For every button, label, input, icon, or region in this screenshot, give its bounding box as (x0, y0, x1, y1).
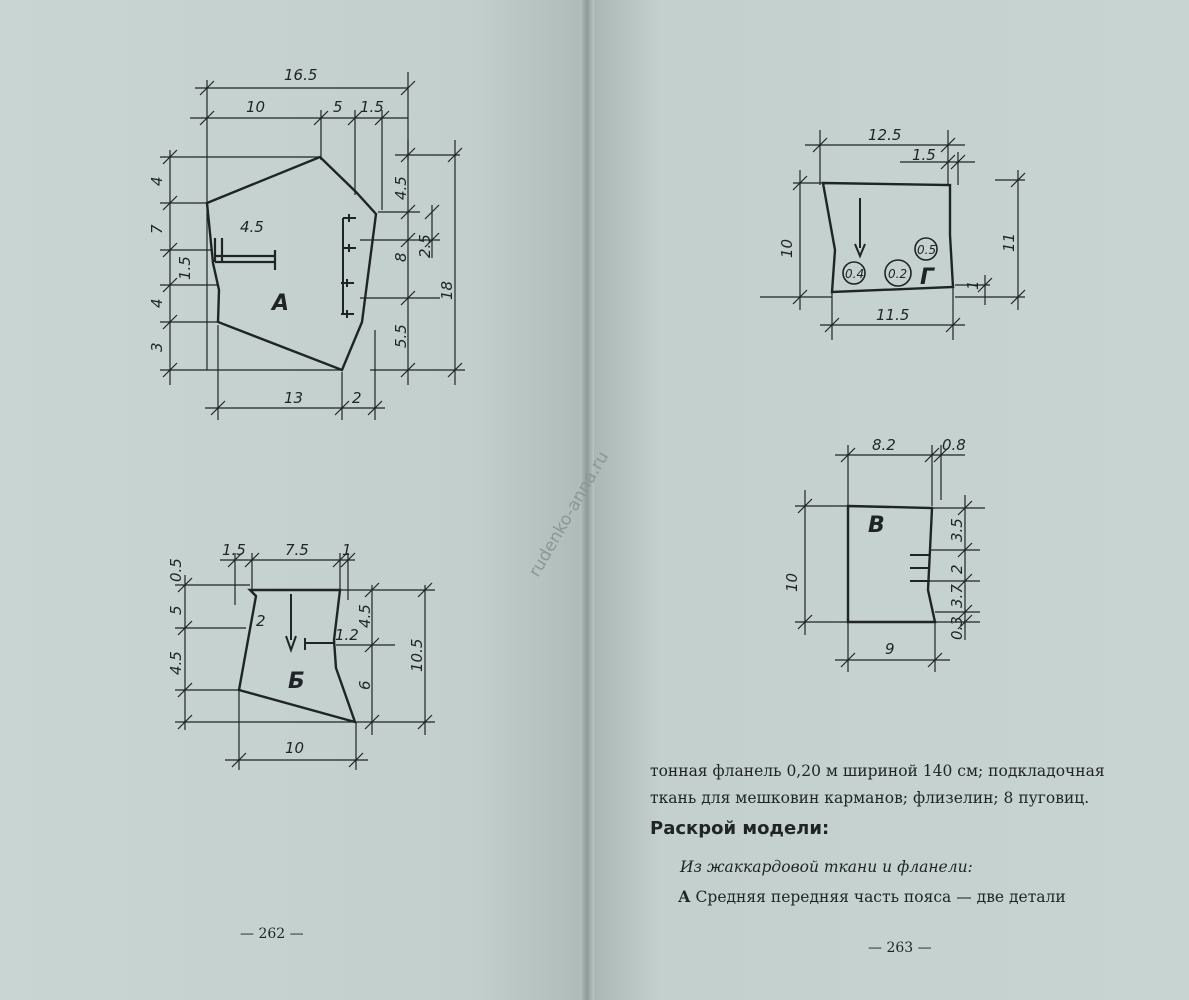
pattern-v-letter: В (868, 513, 885, 538)
cut-item-letter: А (678, 887, 691, 906)
dim-a-left-15: 1.5 (176, 256, 194, 280)
dim-v-right-35: 3.5 (948, 518, 966, 542)
dim-g-top-125: 12.5 (868, 126, 902, 144)
dim-a-right-18: 18 (438, 280, 456, 300)
dim-v-bottom-9: 9 (885, 640, 895, 658)
dim-b-left-05: 0.5 (167, 558, 185, 582)
pattern-a-letter: А (272, 291, 290, 316)
dim-v-right-2: 2 (948, 564, 966, 574)
dim-a-left-4b: 4 (148, 298, 166, 308)
dim-b-top-75: 7.5 (285, 541, 309, 559)
circle-g-3: 0.5 (917, 243, 937, 257)
circle-g-2: 0.2 (888, 267, 908, 281)
dim-a-bottom-13: 13 (284, 389, 304, 407)
dim-a-right-55: 5.5 (392, 324, 410, 348)
dim-a-top-total: 16.5 (284, 66, 318, 84)
pattern-b (175, 553, 435, 770)
dim-a-pocket: 4.5 (240, 218, 264, 236)
pattern-g-letter: Г (920, 265, 935, 290)
page-number-left: — 262 — (240, 926, 304, 942)
dim-b-inner-12: 1.2 (335, 626, 359, 644)
dim-v-left-10: 10 (783, 572, 801, 592)
dim-b-left-45: 4.5 (167, 651, 185, 675)
dim-v-right-37: 3.7 (948, 584, 966, 608)
dim-b-right-45: 4.5 (356, 604, 374, 628)
dim-g-right-11: 11 (1000, 232, 1018, 252)
dim-a-left-3: 3 (148, 342, 166, 352)
pattern-b-letter: Б (288, 669, 305, 694)
cut-list-item (678, 887, 1066, 906)
dim-a-left-7: 7 (148, 224, 166, 234)
dim-b-right-105: 10.5 (408, 638, 426, 672)
dim-g-top-15: 1.5 (912, 146, 936, 164)
body-line-1: тонная фланель 0,20 м шириной 140 см; подкладочная (650, 762, 1105, 780)
body-line-2: ткань для мешковин карманов; флизелин; 8 пуговиц. (650, 789, 1090, 807)
section-subheading: Из жаккардовой ткани и фланели: (680, 858, 973, 876)
dim-a-right-25: 2.5 (416, 234, 434, 258)
section-heading: Раскрой модели: (650, 818, 830, 839)
dim-v-top-08: 0.8 (942, 436, 966, 454)
watermark-text: rudenko-anna.ru (525, 448, 614, 581)
dim-b-right-6: 6 (356, 680, 374, 690)
dim-v-top-82: 8.2 (872, 436, 896, 454)
dim-a-top-right: 1.5 (360, 98, 384, 116)
dim-b-top-15: 1.5 (222, 541, 246, 559)
dim-g-right-1: 1 (964, 280, 982, 290)
cut-item-text: Средняя передняя часть пояса — две детали (690, 888, 1066, 906)
dim-b-inner-2: 2 (256, 612, 266, 630)
dim-b-left-5: 5 (167, 605, 185, 615)
dim-a-bottom-2: 2 (352, 389, 362, 407)
dim-b-bottom-10: 10 (285, 739, 305, 757)
dim-g-left-10: 10 (778, 238, 796, 258)
dim-v-right-03: 0.3 (948, 616, 966, 640)
dim-a-top-mid: 5 (333, 98, 343, 116)
dim-g-bottom-115: 11.5 (876, 306, 910, 324)
page-number-right: — 263 — (868, 940, 932, 956)
dim-a-right-8: 8 (392, 252, 410, 262)
circle-g-1: 0.4 (845, 267, 865, 281)
dim-a-left-4: 4 (148, 176, 166, 186)
dim-b-top-1: 1 (342, 541, 352, 559)
dim-a-right-45: 4.5 (392, 176, 410, 200)
dim-a-top-left: 10 (246, 98, 266, 116)
